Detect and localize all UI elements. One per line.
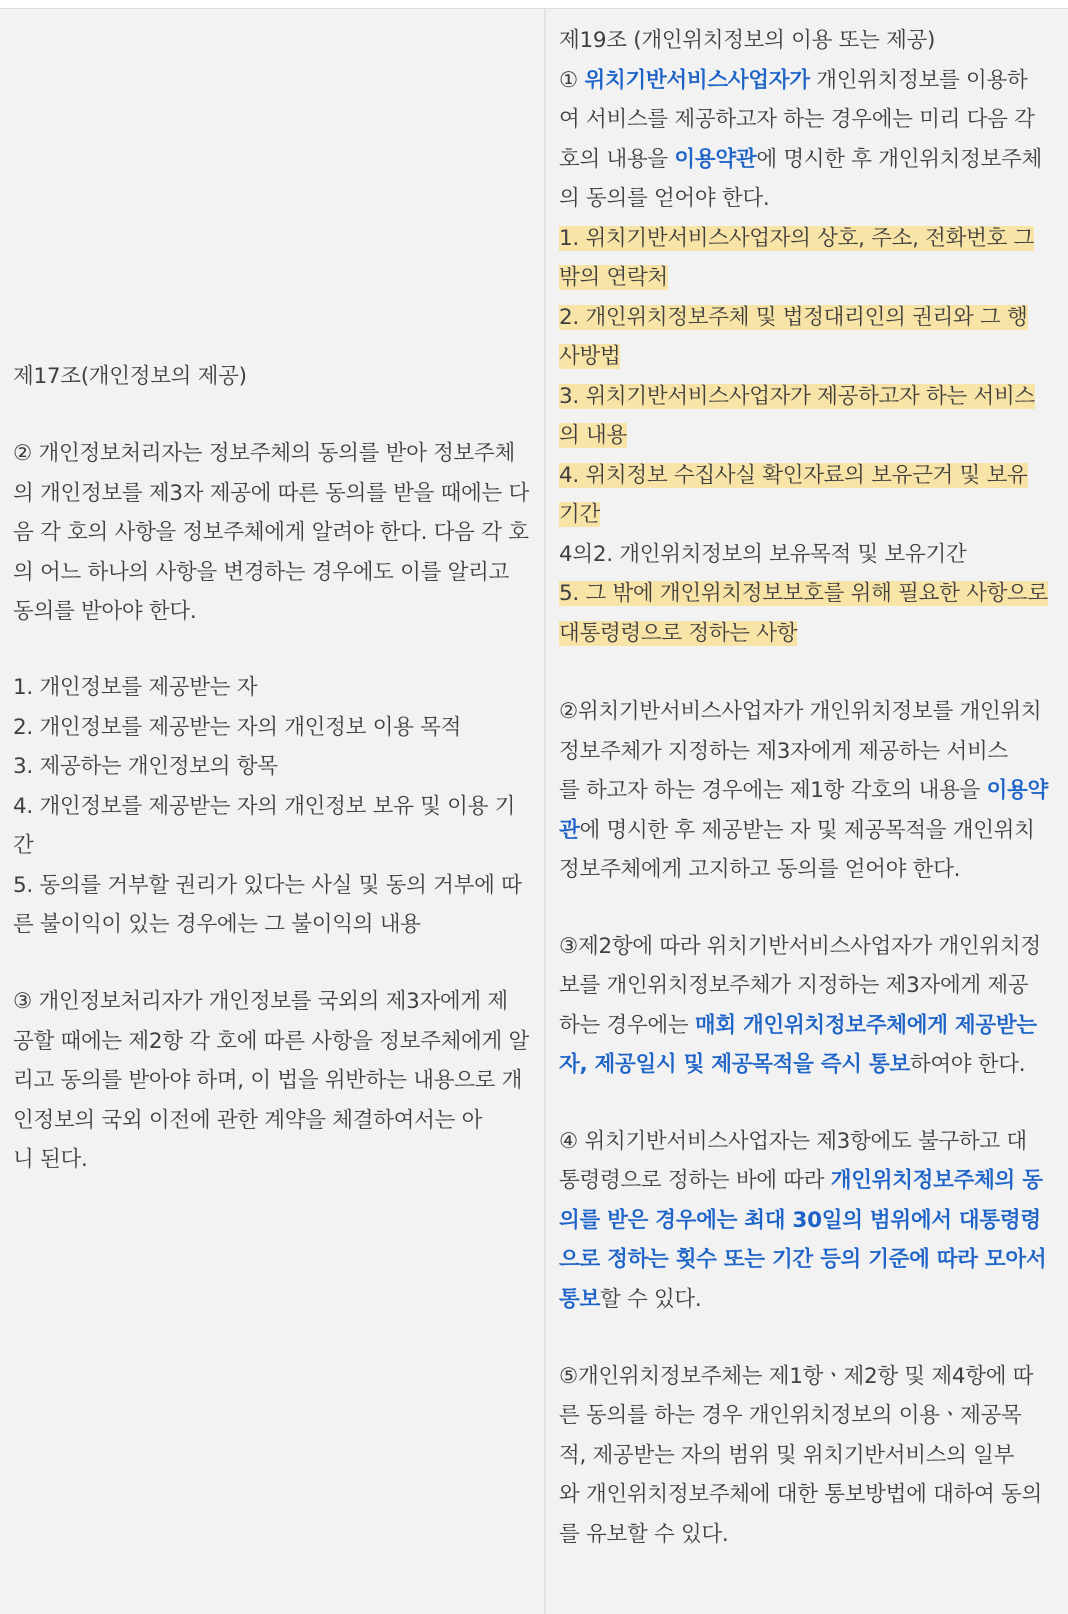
paragraph-4-text: 할 수 있다. <box>599 1287 702 1312</box>
paragraph-4-line <box>559 1280 701 1320</box>
list-item: 4의2. 개인위치정보의 보유목적 및 보유기간 <box>559 542 967 567</box>
list-item: 간 <box>13 833 34 858</box>
emphasis-text: 위치기반서비스사업자가 <box>584 68 810 93</box>
paragraph-3-line: 보를 개인위치정보주체가 지정하는 제3자에게 제공 <box>559 973 1029 998</box>
list-item: 3. 제공하는 개인정보의 항목 <box>13 754 278 779</box>
paragraph-3-line <box>559 1045 1025 1085</box>
paragraph-5-line: 적, 제공받는 자의 범위 및 위치기반서비스의 일부 <box>559 1443 1015 1468</box>
paragraph-2-line: 정보주체가 지정하는 제3자에게 제공하는 서비스 <box>559 739 1008 764</box>
paragraph-3-line: ③ 개인정보처리자가 개인정보를 국외의 제3자에게 제 <box>13 989 508 1014</box>
highlight-mark: 4. 위치정보 수집사실 확인자료의 보유근거 및 보유 <box>559 463 1028 488</box>
emphasis-text: 관 <box>559 818 580 843</box>
list-item: 1. 개인정보를 제공받는 자 <box>13 675 258 700</box>
emphasis-text: 이용약관 <box>674 147 757 172</box>
highlight-mark: 2. 개인위치정보주체 및 법정대리인의 권리와 그 행 <box>559 305 1028 330</box>
paragraph-2-line <box>559 771 1048 811</box>
paragraph-3-line <box>559 1006 1037 1046</box>
emphasis-text: 통보 <box>559 1287 600 1312</box>
emphasis-text: 개인위치정보주체의 동 <box>830 1168 1043 1193</box>
paragraph-2-line: 정보주체에게 고지하고 동의를 얻어야 한다. <box>559 857 961 882</box>
highlighted-list-item <box>559 495 600 535</box>
emphasis-text: 이용약 <box>986 778 1048 803</box>
paragraph-2-line: 의 어느 하나의 사항을 변경하는 경우에도 이를 알리고 <box>13 560 510 585</box>
highlight-mark: 5. 그 밖에 개인위치정보보호를 위해 필요한 사항으로 <box>559 581 1048 606</box>
paragraph-2-line: ②위치기반서비스사업자가 개인위치정보를 개인위치 <box>559 699 1042 724</box>
highlighted-list-item <box>559 219 1034 259</box>
paragraph-5-line: 를 유보할 수 있다. <box>559 1522 729 1547</box>
highlighted-list-item <box>559 258 668 298</box>
highlighted-list-item <box>559 614 797 654</box>
list-item: 른 불이익이 있는 경우에는 그 불이익의 내용 <box>13 912 421 937</box>
highlighted-list-item <box>559 298 1028 338</box>
paragraph-3-line: 공할 때에는 제2항 각 호에 따른 사항을 정보주체에게 알 <box>13 1029 529 1054</box>
paragraph-4-line: 의를 받은 경우에는 최대 30일의 범위에서 대통령령 <box>559 1208 1041 1233</box>
paragraph-1-text: 호의 내용을 <box>559 147 675 172</box>
paragraph-3-line: ③제2항에 따라 위치기반서비스사업자가 개인위치정 <box>559 934 1041 959</box>
highlighted-list-item <box>559 574 1048 614</box>
paragraph-1-text: 에 명시한 후 개인위치정보주체 <box>756 147 1043 172</box>
paragraph-5-line: 와 개인위치정보주체에 대한 통보방법에 대하여 동의 <box>559 1482 1042 1507</box>
highlight-mark: 1. 위치기반서비스사업자의 상호, 주소, 전화번호 그 <box>559 226 1035 251</box>
paragraph-5-line: 른 동의를 하는 경우 개인위치정보의 이용ㆍ제공목 <box>559 1403 1022 1428</box>
highlighted-list-item <box>559 416 627 456</box>
highlight-mark: 3. 위치기반서비스사업자가 제공하고자 하는 서비스 <box>559 384 1035 409</box>
emphasis-text: 매회 개인위치정보주체에게 제공받는 <box>694 1013 1037 1038</box>
paragraph-2-line: 동의를 받아야 한다. <box>13 599 197 624</box>
highlight-mark: 밖의 연락처 <box>559 265 668 290</box>
paragraph-1-text: 개인위치정보를 이용하 <box>809 68 1028 93</box>
paragraph-1-line <box>559 140 1042 180</box>
paragraph-1-number: ① <box>559 68 585 93</box>
paragraph-2-text: 에 명시한 후 제공받는 자 및 제공목적을 개인위치 <box>579 818 1035 843</box>
paragraph-2-text: 를 하고자 하는 경우에는 제1항 각호의 내용을 <box>559 778 987 803</box>
table-top-border <box>0 0 1068 9</box>
list-item: 2. 개인정보를 제공받는 자의 개인정보 이용 목적 <box>13 715 462 740</box>
paragraph-5-line: ⑤개인위치정보주체는 제1항ㆍ제2항 및 제4항에 따 <box>559 1364 1034 1389</box>
paragraph-3-line: 니 된다. <box>13 1147 88 1172</box>
highlight-mark: 사방법 <box>559 344 621 369</box>
article-17-title: 제17조(개인정보의 제공) <box>13 364 247 389</box>
paragraph-3-text: 하여야 한다. <box>909 1052 1026 1077</box>
highlight-mark: 대통령령으로 정하는 사항 <box>559 621 798 646</box>
paragraph-4-line: ④ 위치기반서비스사업자는 제3항에도 불구하고 대 <box>559 1129 1027 1154</box>
paragraph-4-text: 통령령으로 정하는 바에 따라 <box>559 1168 831 1193</box>
highlighted-list-item <box>559 377 1035 417</box>
paragraph-2-line: ② 개인정보처리자는 정보주체의 동의를 받아 정보주체 <box>13 441 515 466</box>
paragraph-2-line: 음 각 호의 사항을 정보주체에게 알려야 한다. 다음 각 호 <box>13 520 529 545</box>
paragraph-1-line: 의 동의를 얻어야 한다. <box>559 186 770 211</box>
paragraph-2-line <box>559 811 1035 851</box>
paragraph-1-line <box>559 61 1027 101</box>
list-item: 5. 동의를 거부할 권리가 있다는 사실 및 동의 거부에 따 <box>13 873 522 898</box>
list-item: 4. 개인정보를 제공받는 자의 개인정보 보유 및 이용 기 <box>13 794 516 819</box>
paragraph-3-line: 리고 동의를 받아야 하며, 이 법을 위반하는 내용으로 개 <box>13 1068 523 1093</box>
paragraph-1-line: 여 서비스를 제공하고자 하는 경우에는 미리 다음 각 <box>559 107 1035 132</box>
paragraph-2-line: 의 개인정보를 제3자 제공에 따른 동의를 받을 때에는 다 <box>13 481 529 506</box>
emphasis-text: 자, 제공일시 및 제공목적을 즉시 통보 <box>559 1052 910 1077</box>
paragraph-3-text: 하는 경우에는 <box>559 1013 695 1038</box>
highlighted-list-item <box>559 337 620 377</box>
article-19-title: 제19조 (개인위치정보의 이용 또는 제공) <box>559 28 936 53</box>
paragraph-4-line <box>559 1161 1043 1201</box>
right-column-location-act-article-19 <box>546 0 1068 1614</box>
paragraph-4-line: 으로 정하는 횟수 또는 기간 등의 기준에 따라 모아서 <box>559 1247 1047 1272</box>
paragraph-3-line: 인정보의 국외 이전에 관한 계약을 체결하여서는 아 <box>13 1108 483 1133</box>
highlighted-list-item <box>559 456 1028 496</box>
highlight-mark: 의 내용 <box>559 423 627 448</box>
highlight-mark: 기간 <box>559 502 600 527</box>
